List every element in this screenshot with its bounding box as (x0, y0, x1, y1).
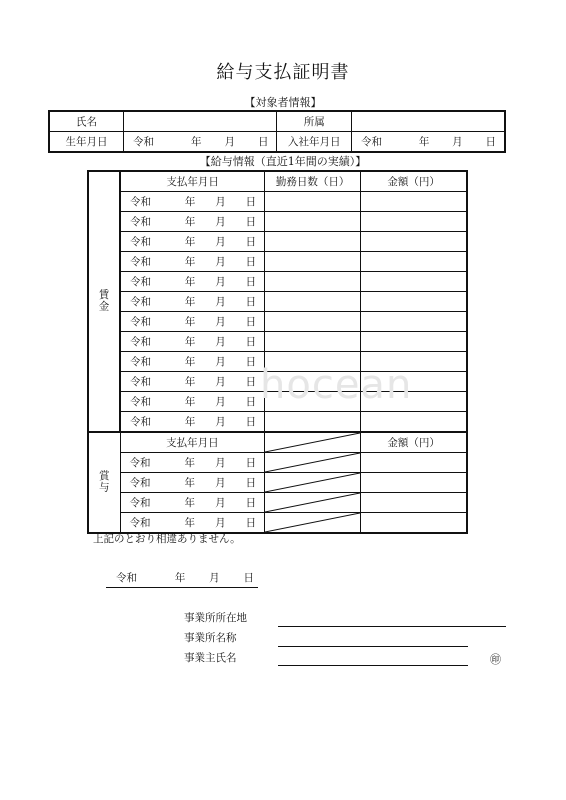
name-label: 氏名 (49, 111, 124, 132)
wage-row (88, 212, 467, 232)
bonus-header-0: 支払年月日 (120, 432, 265, 453)
bonus-row (88, 493, 467, 513)
wage-row (88, 252, 467, 272)
address-line[interactable] (278, 626, 506, 627)
owner-label: 事業主氏名 (184, 652, 237, 664)
work-days-field[interactable] (265, 312, 361, 332)
pay-date-field[interactable]: 令和 年 月 日 (120, 232, 265, 252)
pay-date-field[interactable]: 令和 年 月 日 (120, 453, 265, 473)
target-section-heading: 【対象者情報】 (244, 96, 322, 109)
dob-field[interactable]: 令和 年 月 日 (124, 132, 277, 153)
name-field[interactable] (124, 111, 277, 132)
pay-table (87, 170, 468, 534)
join-date-field[interactable]: 令和 年 月 日 (352, 132, 505, 153)
watermark: hocean (260, 362, 413, 408)
bonus-header-row (88, 432, 467, 453)
wage-header-2: 金額（円） (361, 171, 467, 192)
work-days-field[interactable] (265, 332, 361, 352)
address-label: 事業所所在地 (184, 612, 247, 624)
issue-date-line (106, 587, 258, 588)
pay-date-field[interactable]: 令和 年 月 日 (120, 473, 265, 493)
wage-header-1: 勤務日数（日） (265, 171, 361, 192)
join-date-label: 入社年月日 (277, 132, 352, 153)
work-days-field[interactable] (265, 272, 361, 292)
document-title: 給与支払証明書 (216, 62, 350, 83)
bonus-header-1: 金額（円） (361, 432, 467, 453)
work-days-field[interactable] (265, 232, 361, 252)
wage-amount-field[interactable] (361, 232, 467, 252)
company-label: 事業所名称 (184, 632, 237, 644)
wage-amount-field[interactable] (361, 252, 467, 272)
bonus-amount-field[interactable] (361, 493, 467, 513)
target-info-table (48, 110, 506, 153)
pay-date-field[interactable]: 令和 年 月 日 (120, 312, 265, 332)
pay-date-field[interactable]: 令和 年 月 日 (120, 332, 265, 352)
work-days-field[interactable] (265, 192, 361, 212)
pay-date-field[interactable]: 令和 年 月 日 (120, 372, 265, 392)
wage-row (88, 312, 467, 332)
wage-amount-field[interactable] (361, 412, 467, 433)
wage-header-row (88, 171, 467, 192)
dob-label: 生年月日 (49, 132, 124, 153)
pay-date-field[interactable]: 令和 年 月 日 (120, 292, 265, 312)
pay-section-heading: 【給与情報（直近1年間の実績）】 (199, 155, 367, 168)
bonus-amount-field[interactable] (361, 513, 467, 534)
wage-amount-field[interactable] (361, 292, 467, 312)
owner-line[interactable] (278, 665, 468, 666)
struck-cell (265, 453, 361, 473)
wage-row (88, 412, 467, 433)
work-days-field[interactable] (265, 252, 361, 272)
wage-amount-field[interactable] (361, 192, 467, 212)
pay-date-field[interactable]: 令和 年 月 日 (120, 212, 265, 232)
work-days-field[interactable] (265, 292, 361, 312)
struck-cell (265, 432, 361, 453)
pay-date-field[interactable]: 令和 年 月 日 (120, 513, 265, 534)
wage-row (88, 192, 467, 212)
company-line[interactable] (278, 646, 468, 647)
issue-date-field[interactable]: 令和 年 月 日 (116, 572, 254, 584)
wage-header-0: 支払年月日 (120, 171, 265, 192)
bonus-side-label: 賞与 (88, 432, 120, 533)
pay-date-field[interactable]: 令和 年 月 日 (120, 412, 265, 433)
wage-amount-field[interactable] (361, 272, 467, 292)
pay-date-field[interactable]: 令和 年 月 日 (120, 192, 265, 212)
wage-row (88, 292, 467, 312)
statement-text: 上記のとおり相違ありません。 (93, 533, 241, 545)
wage-amount-field[interactable] (361, 212, 467, 232)
bonus-row (88, 473, 467, 493)
wage-amount-field[interactable] (361, 312, 467, 332)
pay-date-field[interactable]: 令和 年 月 日 (120, 272, 265, 292)
bonus-row (88, 513, 467, 534)
dept-field[interactable] (352, 111, 505, 132)
pay-date-field[interactable]: 令和 年 月 日 (120, 252, 265, 272)
wage-row (88, 232, 467, 252)
wage-amount-field[interactable] (361, 332, 467, 352)
struck-cell (265, 473, 361, 493)
bonus-amount-field[interactable] (361, 453, 467, 473)
pay-date-field[interactable]: 令和 年 月 日 (120, 352, 265, 372)
work-days-field[interactable] (265, 212, 361, 232)
struck-cell (265, 513, 361, 534)
seal-mark: ㊞ (490, 653, 501, 666)
struck-cell (265, 493, 361, 513)
bonus-row (88, 453, 467, 473)
pay-date-field[interactable]: 令和 年 月 日 (120, 392, 265, 412)
bonus-amount-field[interactable] (361, 473, 467, 493)
work-days-field[interactable] (265, 412, 361, 433)
dept-label: 所属 (277, 111, 352, 132)
wage-row (88, 332, 467, 352)
wage-side-label: 賃金 (88, 171, 120, 432)
wage-row (88, 272, 467, 292)
pay-date-field[interactable]: 令和 年 月 日 (120, 493, 265, 513)
